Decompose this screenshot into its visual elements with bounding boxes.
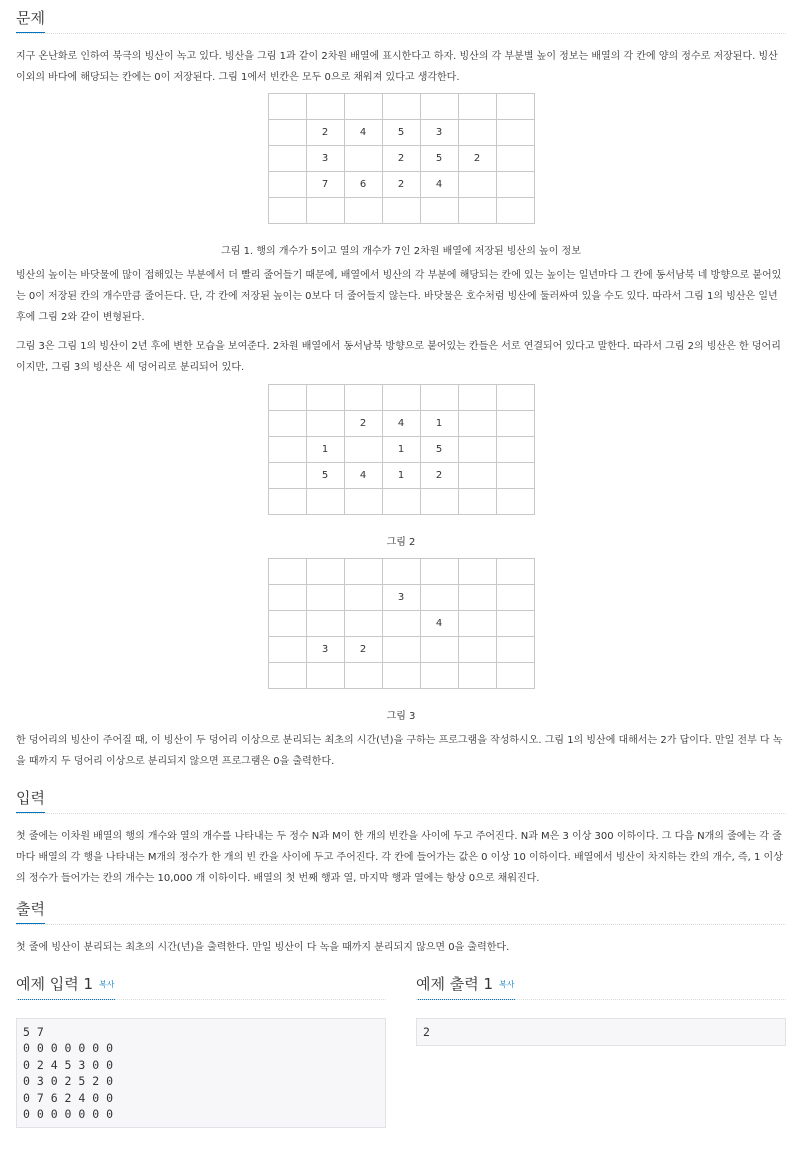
grid-cell: [344, 585, 382, 611]
output-title: 출력: [16, 899, 45, 924]
grid-row: [268, 172, 534, 198]
grid-cell: 1: [382, 437, 420, 463]
grid-cell: [344, 663, 382, 689]
grid-row: [268, 611, 534, 637]
grid-cell: [458, 385, 496, 411]
grid-row: [268, 663, 534, 689]
grid-cell: [268, 637, 306, 663]
grid-cell: [268, 663, 306, 689]
input-section: [16, 788, 786, 889]
figure-3: [16, 558, 786, 722]
grid-cell: [496, 198, 534, 224]
grid-cell: [344, 198, 382, 224]
grid-cell: [268, 172, 306, 198]
grid-cell: 2: [458, 146, 496, 172]
grid-cell: [496, 611, 534, 637]
grid-cell: [496, 489, 534, 515]
grid-cell: 4: [344, 120, 382, 146]
output-paragraph: 첫 줄에 빙산이 분리되는 최초의 시간(년)을 출력한다. 만일 빙산이 다 녹을 때까지 분리되지 않으면 0을 출력한다.: [16, 942, 510, 953]
grid-cell: 2: [420, 463, 458, 489]
grid-cell: [420, 559, 458, 585]
sample-output-title-text: 예제 출력 1: [416, 975, 494, 993]
grid-cell: [268, 463, 306, 489]
grid-cell: [496, 172, 534, 198]
sample-output-headline: [416, 974, 786, 1000]
figure-2: [16, 384, 786, 548]
sample-output-title: [416, 974, 515, 1000]
grid-cell: [458, 198, 496, 224]
grid-cell: 4: [420, 172, 458, 198]
sample-input-headline: [16, 974, 386, 1000]
grid-cell: [496, 120, 534, 146]
grid-cell: [268, 411, 306, 437]
grid-cell: [458, 663, 496, 689]
grid-cell: 3: [382, 585, 420, 611]
problem-paragraph-3: 그림 3은 그림 1의 빙산이 2년 후에 변한 모습을 보여준다. 2차원 배열에서 동서남북 방향으로 붙어있는 칸들은 서로 연결되어 있다고 말한다. 따라서 그림 2의 빙산은 한 덩어리이지만, 그림 3의 빙산은 세 덩어리로 분리되어 있다.: [16, 341, 781, 373]
grid-cell: [458, 585, 496, 611]
grid-cell: [496, 411, 534, 437]
grid-cell: [496, 94, 534, 120]
copy-button[interactable]: 복사: [499, 979, 515, 989]
grid-cell: [420, 663, 458, 689]
grid-cell: [382, 559, 420, 585]
grid-cell: [458, 637, 496, 663]
input-paragraph: 첫 줄에는 이차원 배열의 행의 개수와 열의 개수를 나타내는 두 정수 N과 M이 한 개의 빈칸을 사이에 두고 주어진다. N과 M은 3 이상 300 이하이다. 그 다음 N개의 줄에는 각 줄마다 배열의 각 행을 나타내는 M개의 정수가 한 개의 빈 칸을 사이에 두고 주어진다. 각 칸에 들어가는 값은 0 이상 10 이하이다. 배열에서 빙산이 차지하는 칸의 개수, 즉, 1 이상의 정수가 들어가는 칸의 개수는 10,000 개 이하이다. 배열의 첫 번째 행과 열, 마지막 행과 열에는 항상 0으로 채워진다.: [16, 831, 783, 884]
grid-cell: [306, 585, 344, 611]
grid-cell: 2: [382, 146, 420, 172]
grid-cell: [306, 385, 344, 411]
figure-3-table: [268, 558, 535, 689]
grid-cell: [382, 489, 420, 515]
sample-input-title-text: 예제 입력 1: [16, 975, 94, 993]
grid-cell: [458, 172, 496, 198]
figure-1-table: [268, 93, 535, 224]
sample-output-1: [416, 974, 786, 1128]
problem-paragraph-2: 빙산의 높이는 바닷물에 많이 접해있는 부분에서 더 빨리 줄어들기 때문에, 배열에서 빙산의 각 부분에 해당되는 칸에 있는 높이는 일년마다 그 칸에 동서남북 네 방향으로 붙어있는 0이 저장된 칸의 개수만큼 줄어든다. 단, 각 칸에 저장된 높이는 0보다 더 줄어들지 않는다. 바닷물은 호수처럼 빙산에 둘러싸여 있을 수도 있다. 따라서 그림 1의 빙산은 일년후에 그림 2와 같이 변형된다.: [16, 270, 782, 323]
grid-cell: [306, 663, 344, 689]
grid-cell: [496, 585, 534, 611]
figure-1: [16, 93, 786, 257]
grid-cell: [458, 611, 496, 637]
grid-cell: 2: [344, 637, 382, 663]
grid-row: [268, 411, 534, 437]
figure-1-caption: 그림 1. 행의 개수가 5이고 열의 개수가 7인 2차원 배열에 저장된 빙산의 높이 정보: [221, 246, 581, 257]
grid-cell: 4: [382, 411, 420, 437]
grid-row: [268, 585, 534, 611]
grid-row: [268, 637, 534, 663]
grid-cell: [496, 146, 534, 172]
grid-cell: 1: [306, 437, 344, 463]
figure-2-table: [268, 384, 535, 515]
grid-cell: [420, 585, 458, 611]
grid-cell: [344, 437, 382, 463]
grid-cell: [458, 489, 496, 515]
grid-row: [268, 559, 534, 585]
grid-cell: [382, 663, 420, 689]
figure-3-caption: 그림 3: [386, 711, 416, 722]
headline-rule: [16, 33, 786, 34]
sample-output-code[interactable]: 2: [416, 1018, 786, 1046]
grid-cell: [306, 559, 344, 585]
figure-2-caption: 그림 2: [386, 537, 416, 548]
sample-input-title: [16, 974, 115, 1000]
grid-cell: [496, 437, 534, 463]
grid-cell: 5: [306, 463, 344, 489]
output-section: [16, 899, 786, 958]
grid-cell: [268, 585, 306, 611]
grid-cell: [458, 463, 496, 489]
problem-section: [16, 8, 786, 772]
headline-rule: [416, 999, 786, 1000]
grid-cell: [382, 198, 420, 224]
grid-row: [268, 120, 534, 146]
grid-row: [268, 385, 534, 411]
grid-cell: [420, 198, 458, 224]
grid-cell: 3: [306, 146, 344, 172]
grid-cell: [306, 411, 344, 437]
grid-cell: 3: [306, 637, 344, 663]
grid-cell: [306, 94, 344, 120]
headline-rule: [16, 813, 786, 814]
grid-cell: [306, 198, 344, 224]
grid-cell: [268, 198, 306, 224]
grid-cell: [496, 637, 534, 663]
grid-cell: [496, 463, 534, 489]
grid-cell: 4: [344, 463, 382, 489]
grid-row: [268, 463, 534, 489]
grid-cell: 2: [306, 120, 344, 146]
grid-cell: [268, 611, 306, 637]
grid-cell: [344, 385, 382, 411]
grid-cell: 4: [420, 611, 458, 637]
grid-cell: [496, 385, 534, 411]
grid-cell: [420, 94, 458, 120]
grid-cell: [458, 437, 496, 463]
samples-row: [16, 974, 786, 1128]
grid-cell: [344, 146, 382, 172]
grid-cell: [382, 611, 420, 637]
grid-cell: [420, 637, 458, 663]
grid-cell: 3: [420, 120, 458, 146]
grid-cell: [420, 385, 458, 411]
sample-input-code[interactable]: 5 7 0 0 0 0 0 0 0 0 2 4 5 3 0 0 0 3 0 2 5 2 0 0 7 6 2 4 0 0 0 0 0 0 0 0 0: [16, 1018, 386, 1128]
grid-cell: 2: [344, 411, 382, 437]
grid-cell: [382, 385, 420, 411]
grid-row: [268, 94, 534, 120]
input-headline: [16, 788, 786, 814]
grid-row: [268, 198, 534, 224]
problem-paragraph-1: 지구 온난화로 인하여 북극의 빙산이 녹고 있다. 빙산을 그림 1과 같이 2차원 배열에 표시한다고 하자. 빙산의 각 부분별 높이 정보는 배열의 각 칸에 양의 정수로 저장된다. 빙산 이외의 바다에 해당되는 칸에는 0이 저장된다. 그림 1에서 빈칸은 모두 0으로 채워져 있다고 생각한다.: [16, 51, 778, 83]
grid-cell: [382, 637, 420, 663]
output-headline: [16, 899, 786, 925]
grid-cell: [344, 94, 382, 120]
grid-cell: [268, 559, 306, 585]
grid-cell: 5: [420, 437, 458, 463]
headline-rule: [16, 924, 786, 925]
grid-cell: 2: [382, 172, 420, 198]
problem-title: 문제: [16, 8, 45, 33]
grid-cell: [306, 489, 344, 515]
grid-cell: [268, 120, 306, 146]
grid-cell: [306, 611, 344, 637]
grid-cell: [344, 559, 382, 585]
grid-cell: [458, 120, 496, 146]
grid-cell: 7: [306, 172, 344, 198]
problem-page: [0, 8, 802, 1128]
grid-cell: [382, 94, 420, 120]
sample-input-1: [16, 974, 386, 1128]
headline-rule: [16, 999, 386, 1000]
grid-cell: [458, 94, 496, 120]
grid-cell: 5: [382, 120, 420, 146]
grid-cell: [268, 94, 306, 120]
grid-cell: [344, 611, 382, 637]
grid-cell: [268, 385, 306, 411]
grid-cell: [496, 663, 534, 689]
grid-cell: [268, 437, 306, 463]
grid-cell: 1: [382, 463, 420, 489]
grid-cell: [458, 559, 496, 585]
grid-cell: [268, 489, 306, 515]
grid-cell: 1: [420, 411, 458, 437]
grid-cell: [268, 146, 306, 172]
grid-cell: [420, 489, 458, 515]
grid-cell: [344, 489, 382, 515]
grid-cell: [496, 559, 534, 585]
copy-button[interactable]: 복사: [99, 979, 115, 989]
grid-row: [268, 437, 534, 463]
grid-cell: 5: [420, 146, 458, 172]
problem-paragraph-4: 한 덩어리의 빙산이 주어질 때, 이 빙산이 두 덩어리 이상으로 분리되는 최초의 시간(년)을 구하는 프로그램을 작성하시오. 그림 1의 빙산에 대해서는 2가 답이다. 만일 전부 다 녹을 때까지 두 덩어리 이상으로 분리되지 않으면 프로그램은 0을 출력한다.: [16, 735, 783, 767]
grid-cell: 6: [344, 172, 382, 198]
grid-cell: [458, 411, 496, 437]
problem-headline: [16, 8, 786, 34]
input-title: 입력: [16, 788, 45, 813]
grid-row: [268, 489, 534, 515]
grid-row: [268, 146, 534, 172]
